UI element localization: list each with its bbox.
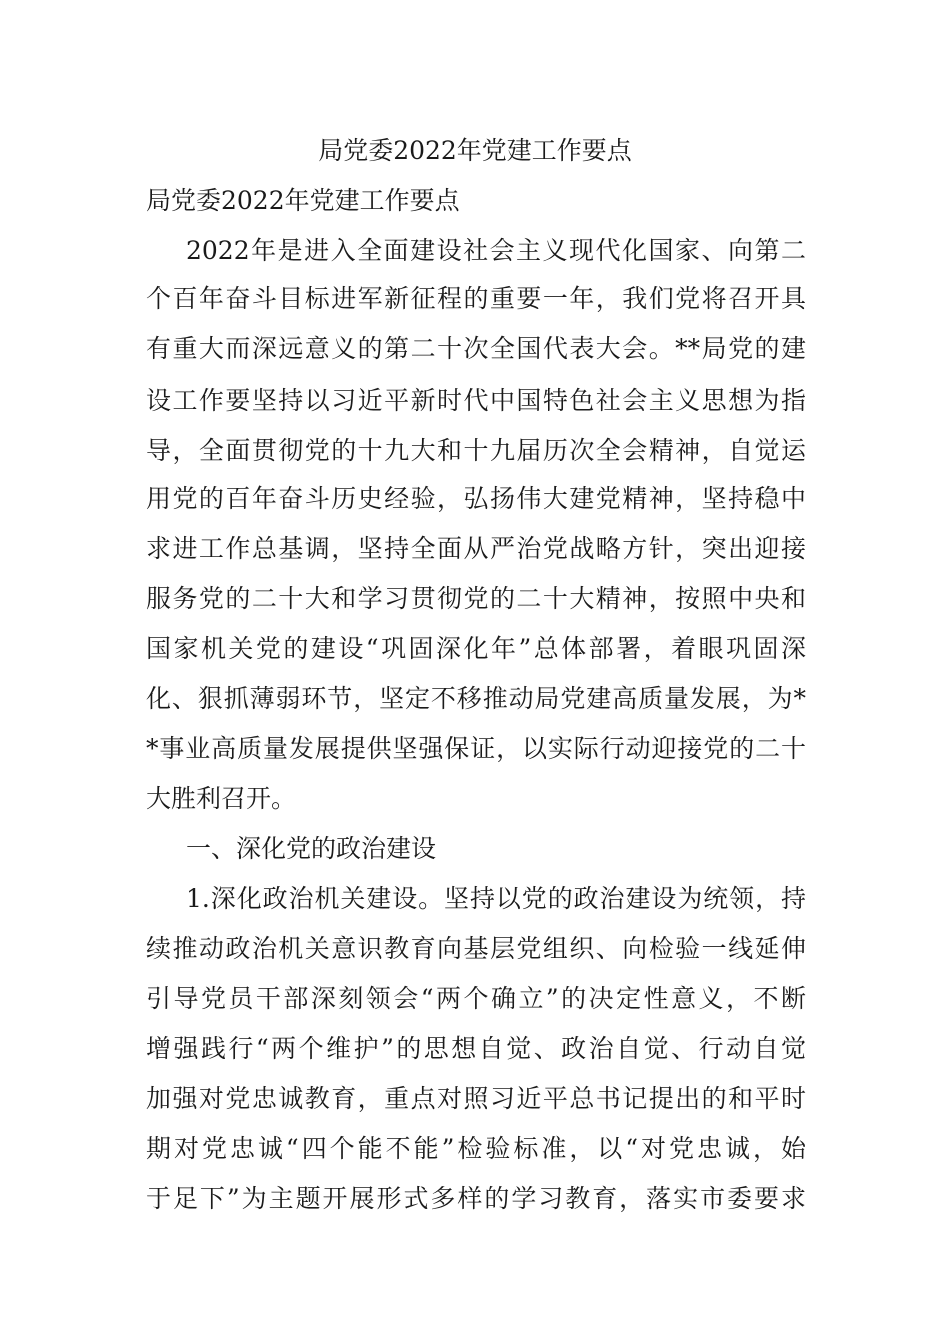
paragraph-line: 加强对党忠诚教育，重点对照习近平总书记提出的和平时 — [146, 1084, 806, 1113]
paragraph-line: 国家机关党的建设“巩固深化年”总体部署，着眼巩固深 — [146, 634, 806, 663]
paragraph-line: 服务党的二十大和学习贯彻党的二十大精神，按照中央和 — [146, 584, 806, 613]
paragraph-line: 用党的百年奋斗历史经验，弘扬伟大建党精神，坚持稳中 — [146, 484, 806, 513]
paragraph-line: 设工作要坚持以习近平新时代中国特色社会主义思想为指 — [146, 386, 806, 415]
paragraph-line: 于足下”为主题开展形式多样的学习教育，落实市委要求 — [146, 1184, 806, 1213]
section-heading: 一、深化党的政治建设 — [186, 834, 437, 863]
paragraph-line: 化、狠抓薄弱环节，坚定不移推动局党建高质量发展，为* — [146, 684, 806, 713]
paragraph-line: 导，全面贯彻党的十九大和十九届历次全会精神，自觉运 — [146, 436, 806, 465]
paragraph-line: 增强践行“两个维护”的思想自觉、政治自觉、行动自觉 — [146, 1034, 806, 1063]
paragraph-line: 求进工作总基调，坚持全面从严治党战略方针，突出迎接 — [146, 534, 806, 563]
paragraph-line: 续推动政治机关意识教育向基层党组织、向检验一线延伸 — [146, 934, 806, 963]
paragraph-line: 个百年奋斗目标进军新征程的重要一年，我们党将召开具 — [146, 284, 806, 313]
paragraph-line: 1.深化政治机关建设。坚持以党的政治建设为统领，持 — [186, 884, 806, 913]
paragraph-line: 引导党员干部深刻领会“两个确立”的决定性意义，不断 — [146, 984, 806, 1013]
paragraph-line: 期对党忠诚“四个能不能”检验标准，以“对党忠诚，始 — [146, 1134, 806, 1163]
paragraph-line: *事业高质量发展提供坚强保证，以实际行动迎接党的二十 — [146, 734, 806, 763]
paragraph-line: 大胜利召开。 — [146, 784, 297, 813]
paragraph-line: 2022年是进入全面建设社会主义现代化国家、向第二 — [186, 236, 806, 265]
document-subtitle: 局党委2022年党建工作要点 — [146, 186, 460, 215]
paragraph-line: 有重大而深远意义的第二十次全国代表大会。**局党的建 — [146, 334, 806, 363]
document-title: 局党委2022年党建工作要点 — [318, 136, 632, 165]
